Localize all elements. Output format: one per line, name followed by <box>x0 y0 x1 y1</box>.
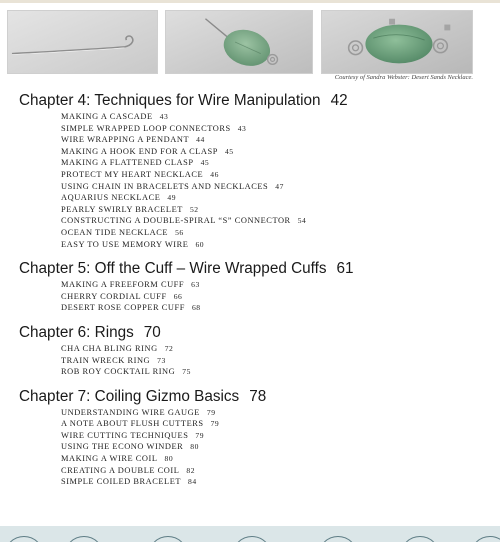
toc-entry <box>61 169 489 181</box>
chapter-page-number: 70 <box>143 323 161 341</box>
chapter-heading <box>19 323 489 342</box>
entry-page-number: 43 <box>159 112 169 121</box>
toc-entry <box>61 355 489 367</box>
chapter-page-number: 78 <box>249 387 267 405</box>
toc-entry <box>61 291 489 303</box>
toc-entry <box>61 157 489 169</box>
bead-wire-image <box>166 11 312 73</box>
chapter-heading <box>19 91 489 110</box>
chapter-entries <box>19 407 489 488</box>
entry-page-number: 75 <box>182 367 191 377</box>
chapter-title: Chapter 6: Rings <box>19 323 134 341</box>
entry-label: AQUARIUS NECKLACE <box>61 193 161 203</box>
entry-label: TRAIN WRECK RING <box>61 355 151 365</box>
entry-page-number: 49 <box>167 193 177 203</box>
bead-outline-icon <box>148 536 188 542</box>
entry-label: EASY TO USE MEMORY WIRE <box>61 239 189 249</box>
entry-label: UNDERSTANDING WIRE GAUGE <box>61 407 200 417</box>
toc-entry <box>61 418 489 430</box>
top-rule <box>0 0 500 3</box>
toc-entry <box>61 134 489 146</box>
toc-entry <box>61 146 489 158</box>
bead-outline-icon <box>470 536 500 542</box>
entry-label: PEARLY SWIRLY BRACELET <box>61 204 183 214</box>
photo-wire-loop <box>7 10 158 74</box>
toc-entry <box>61 215 489 227</box>
toc-entry <box>61 441 489 453</box>
entry-page-number: 79 <box>206 407 216 417</box>
entry-page-number: 45 <box>224 146 234 156</box>
entry-label: ROB ROY COCKTAIL RING <box>61 367 176 377</box>
entry-page-number: 46 <box>210 169 219 179</box>
chapter-heading <box>19 259 489 278</box>
entry-page-number: 60 <box>195 239 205 249</box>
bead-outline-icon <box>318 536 358 542</box>
entry-page-number: 79 <box>195 430 205 440</box>
toc-entry <box>61 465 489 477</box>
chapter-entries <box>19 343 489 378</box>
entry-page-number: 80 <box>190 442 199 452</box>
entry-label: MAKING A HOOK END FOR A CLASP <box>61 146 218 156</box>
entry-page-number: 72 <box>164 343 174 353</box>
entry-label: CREATING A DOUBLE COIL <box>61 465 180 475</box>
chapter-5 <box>19 259 489 314</box>
chapter-title: Chapter 4: Techniques for Wire Manipulation <box>19 92 321 109</box>
chapter-entries <box>19 111 489 250</box>
entry-page-number: 79 <box>210 419 220 429</box>
entry-label: DESERT ROSE COPPER CUFF <box>61 303 185 313</box>
toc-entry <box>61 366 489 378</box>
chapter-entries <box>19 279 489 314</box>
entry-page-number: 63 <box>191 280 200 290</box>
entry-label: MAKING A FLATTENED CLASP <box>61 158 194 168</box>
bead-outline-icon <box>400 536 440 542</box>
entry-label: WIRE WRAPPING A PENDANT <box>61 135 190 145</box>
photo-credit: Courtesy of Sandra Webster: Desert Sands Necklace. <box>334 74 473 81</box>
chapter-page-number: 61 <box>336 260 354 278</box>
entry-label: USING CHAIN IN BRACELETS AND NECKLACES <box>61 181 269 191</box>
entry-label: CHA CHA BLING RING <box>61 343 158 353</box>
toc-entry <box>61 204 489 216</box>
chapter-title: Chapter 7: Coiling Gizmo Basics <box>19 387 240 405</box>
toc-entry <box>61 343 489 355</box>
entry-label: MAKING A WIRE COIL <box>61 454 158 464</box>
chapter-page-number: 42 <box>330 92 348 109</box>
entry-page-number: 80 <box>164 454 174 464</box>
entry-label: SIMPLE WRAPPED LOOP CONNECTORS <box>61 123 231 133</box>
toc-entry <box>61 453 489 465</box>
entry-page-number: 54 <box>297 216 307 226</box>
entry-label: MAKING A FREEFORM CUFF <box>61 280 185 290</box>
entry-page-number: 82 <box>186 465 196 475</box>
entry-label: PROTECT MY HEART NECKLACE <box>61 169 204 179</box>
bead-outline-icon <box>232 536 272 542</box>
toc-entry <box>61 123 489 135</box>
toc-entry <box>61 279 489 291</box>
entry-page-number: 66 <box>173 291 183 301</box>
toc-entry <box>61 407 489 419</box>
entry-page-number: 45 <box>200 158 210 168</box>
entry-page-number: 43 <box>237 123 247 133</box>
entry-page-number: 73 <box>157 355 166 365</box>
toc-entry <box>61 302 489 314</box>
entry-label: CHERRY CORDIAL CUFF <box>61 291 167 301</box>
photo-strip <box>7 10 473 74</box>
toc-entry <box>61 227 489 239</box>
photo-finished-bead <box>321 10 473 74</box>
entry-page-number: 68 <box>191 303 201 313</box>
entry-label: USING THE ECONO WINDER <box>61 442 184 452</box>
toc-entry <box>61 181 489 193</box>
chapter-6 <box>19 323 489 378</box>
table-of-contents <box>19 91 489 497</box>
entry-page-number: 47 <box>275 181 284 191</box>
decorative-footer-band <box>0 526 500 542</box>
bead-outline-icon <box>64 536 104 542</box>
chapter-4 <box>19 91 489 250</box>
entry-label: CONSTRUCTING A DOUBLE-SPIRAL “S” CONNECTOR <box>61 216 291 226</box>
entry-page-number: 44 <box>196 135 205 145</box>
entry-label: WIRE CUTTING TECHNIQUES <box>61 430 189 440</box>
entry-label: A NOTE ABOUT FLUSH CUTTERS <box>61 419 204 429</box>
photo-bead-wire <box>165 10 313 74</box>
chapter-title: Chapter 5: Off the Cuff – Wire Wrapped Cuffs <box>19 260 327 278</box>
chapter-heading <box>19 387 489 406</box>
entry-label: SIMPLE COILED BRACELET <box>61 477 182 487</box>
entry-page-number: 56 <box>175 227 184 237</box>
finished-bead-image <box>322 11 472 73</box>
toc-entry <box>61 111 489 123</box>
toc-entry <box>61 430 489 442</box>
entry-label: OCEAN TIDE NECKLACE <box>61 227 169 237</box>
entry-page-number: 52 <box>189 204 199 214</box>
toc-entry <box>61 192 489 204</box>
bead-outline-icon <box>4 536 44 542</box>
toc-entry <box>61 476 489 488</box>
wire-loop-image <box>8 11 157 73</box>
entry-label: MAKING A CASCADE <box>61 112 153 121</box>
entry-page-number: 84 <box>188 477 197 487</box>
chapter-7 <box>19 387 489 488</box>
toc-entry <box>61 239 489 251</box>
